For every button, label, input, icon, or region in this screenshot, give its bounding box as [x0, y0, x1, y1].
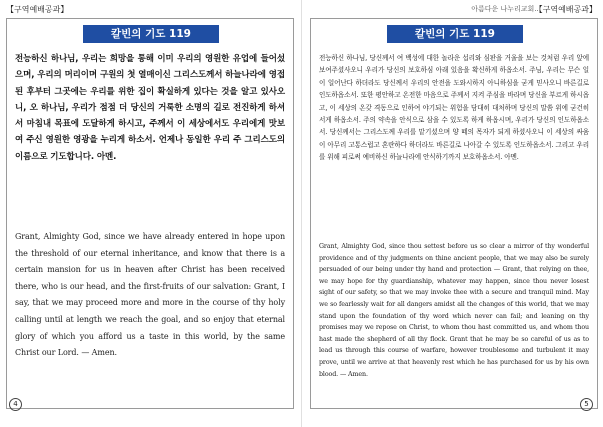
prayer-frame [6, 18, 294, 409]
prayer-title: 칼빈의 기도 119 [83, 25, 219, 43]
book-tag: 【구역예배공과】 [534, 5, 597, 14]
page-number: 4 [9, 398, 22, 411]
page-number: 5 [580, 398, 593, 411]
site-tag: 아름다운 나누리교회... [471, 5, 541, 13]
right-page [302, 0, 603, 427]
prayer-title: 칼빈의 기도 119 [387, 25, 523, 43]
korean-prayer-text: 전능하신 하나님, 당신께서 여 백성에 대한 놀라운 섭리와 심판을 거울을 보는 것처럼 우리 앞에 보여주셨사오니 우리가 당신의 보호하심 아래 있음을 확신하게 하옵소서. 주님, 우리는 무슨 일이 일어난다 하더라도 당신께서 우리의 안전을 도와시하지 아니하심을 굳게 믿사오니 바른길로 인도하옵소서. 또한 평안하고 온전한 마음으로 주께서 지켜 주심을 바라며 당신을 부르게 하시옵고, 이 세상의 온갖 격동으로 인하여 야기되는 위험을 담대히 대처하며 당신의 말씀 위에 굳건히 서게 하옵소서. 주의 약속을 안식으로 삼을 수 있도록 하게 하옵시며, 우리가 당신의 인도하옵소서. 당신께서는 그리스도께 우리를 맡기셨으며 양 떼의 목자가 되게 하셨사오니 이 세상의 싸움이 아무리 고통스럽고 혼란하다 하더라도 바른길로 나아갈 수 있도록 인도하옵소서. 그리고 우리를 위해 피로써 예비하신 하늘나라에 안식하기까지 보호하옵소서. 아멘. [319, 54, 589, 162]
book-tag: 【구역예배공과】 [6, 5, 69, 14]
left-page [0, 0, 301, 427]
prayer-frame [310, 18, 598, 409]
english-prayer-text: Grant, Almighty God, since thou settest before us so clear a mirror of thy wonderful providence and of thy judgments on thine ancient people, that we may also be surely persuaded of our being under thy hand and protection — Grant, that relying on thee, we may hope for thy guardianship, whatever may happen, since thou never losest sight of our safety, so that we may invoke thee with a secure and tranquil mind. May we so fearlessly wait for all dangers amidst all the changes of this world, that we may stand upon the foundation of thy word which never can fail; and leaning on thy promises may we repose on Christ, to whom thou hast committed us, and whom thou hast made the shepherd of all thy flock. Grant that he may be so careful of us as to lead us through this course of warfare, however troublesome and turbulent it may prove, until we arrive at that heavenly rest which he has purchased for us by his own blood. — Amen. [319, 243, 589, 378]
english-prayer-text: Grant, Almighty God, since we have already entered in hope upon the threshold of our eternal inheritance, and know that there is a certain mansion for us in heaven after Christ has been received there, who is our head, and the first-fruits of our salvation: Grant, I say, that we may proceed more and more in the course of thy holy calling until at length we reach the goal, and so enjoy that eternal glory of which you afford us a taste in this world, by the same Christ our Lord. — Amen. [15, 232, 285, 358]
korean-prayer-text: 전능하신 하나님, 우리는 희망을 통해 이미 우리의 영원한 유업에 들어섰으며, 우리의 머리이며 구원의 첫 열매이신 그리스도께서 하늘나라에 영접된 후부터 그곳에는 우리를 위한 집이 확실하게 있다는 것을 알고 있사오니, 오 하나님, 우리가 점점 더 당신의 거룩한 소명의 길로 전진하게 하셔서 마침내 목표에 도달하게 하시고, 주께서 이 세상에서도 우리에게 맛보여 주신 영원한 영광을 누리게 하소서. 언제나 동일한 우리 주 그리스도의 이름으로 기도합니다. 아멘. [15, 54, 285, 162]
